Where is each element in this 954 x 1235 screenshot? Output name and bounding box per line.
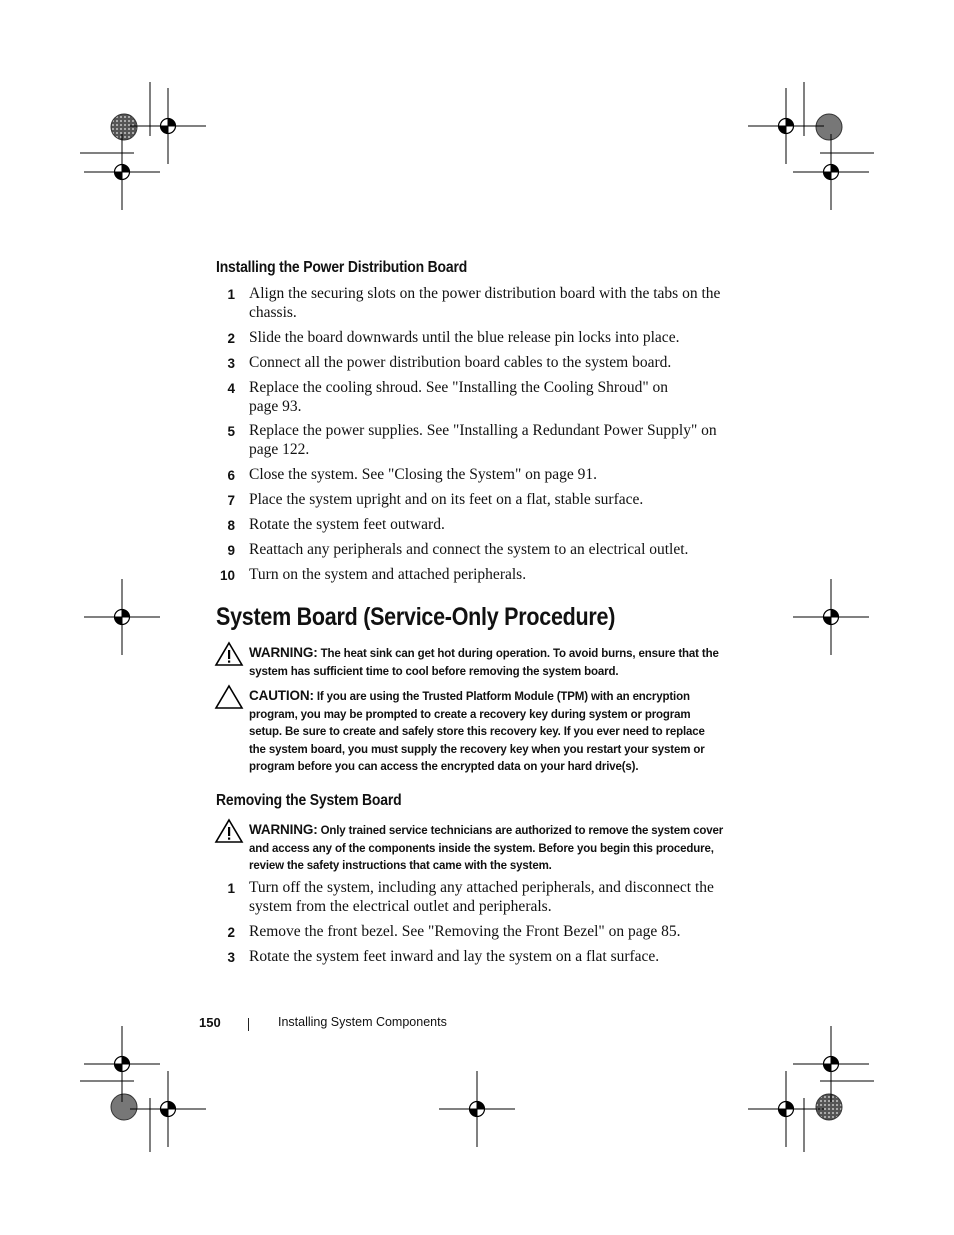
warning-icon [214, 641, 244, 667]
caution-icon [214, 684, 244, 710]
step-number: 7 [227, 493, 235, 508]
page-number: 150 [199, 1015, 221, 1030]
warning-body: Only trained service technicians are authorized to remove the system cover and access any of the components inside the system. Before you begin this procedure, review the safety instructions that came with the system. [249, 825, 724, 872]
warning-label: WARNING: [249, 645, 318, 660]
footer-divider [248, 1018, 249, 1031]
step-text: Place the system upright and on its feet on a flat, stable surface. [249, 491, 644, 508]
section-heading-installing-pdb: Installing the Power Distribution Board [216, 259, 468, 276]
step-number: 9 [227, 543, 235, 558]
step-number: 2 [227, 925, 235, 940]
step-number: 6 [227, 468, 235, 483]
step-text: Remove the front bezel. See "Removing the Front Bezel" on page 85. [249, 923, 681, 940]
section-heading-removing-system-board: Removing the System Board [216, 792, 402, 809]
caution-body: If you are using the Trusted Platform Module (TPM) with an encryption program, you may be prompted to create a recovery key during system or program setup. Be sure to create and safely store this recovery key. If you ever need to replace the system board, you must supply the recovery key when you restart your system or program before you can access the encrypted data on your hard drive(s). [249, 691, 705, 773]
footer-section-title: Installing System Components [278, 1015, 447, 1029]
step-number: 5 [227, 424, 235, 439]
step-number: 1 [227, 287, 235, 302]
warning-label: WARNING: [249, 822, 318, 837]
step-number: 2 [227, 331, 235, 346]
warning-text [249, 821, 724, 876]
step-text: Slide the board downwards until the blue release pin locks into place. [249, 329, 680, 346]
caution-text [249, 687, 724, 777]
warning-body: The heat sink can get hot during operation. To avoid burns, ensure that the system has sufficient time to cool before removing the system board. [249, 648, 719, 678]
step-text: Rotate the system feet inward and lay the system on a flat surface. [249, 948, 660, 965]
page-title: System Board (Service-Only Procedure) [216, 603, 616, 631]
step-text: Replace the cooling shroud. See "Installing the Cooling Shroud" on page 93. [249, 379, 669, 415]
step-text: Replace the power supplies. See "Installing a Redundant Power Supply" on page 122. [249, 422, 717, 458]
warning-icon [214, 818, 244, 844]
step-text: Reattach any peripherals and connect the system to an electrical outlet. [249, 541, 689, 558]
step-text: Close the system. See "Closing the System" on page 91. [249, 466, 598, 483]
step-text: Turn off the system, including any attached peripherals, and disconnect the system from the electrical outlet and peripherals. [249, 879, 714, 915]
warning-text [249, 644, 724, 681]
step-number: 3 [227, 950, 235, 965]
step-number: 3 [227, 356, 235, 371]
step-text: Rotate the system feet outward. [249, 516, 445, 533]
step-text: Turn on the system and attached peripherals. [249, 566, 527, 583]
step-number: 8 [227, 518, 235, 533]
step-number: 1 [227, 881, 235, 896]
step-text: Connect all the power distribution board cables to the system board. [249, 354, 672, 371]
caution-label: CAUTION: [249, 688, 314, 703]
step-number: 10 [219, 568, 235, 583]
step-number: 4 [227, 381, 235, 396]
step-text: Align the securing slots on the power distribution board with the tabs on the chassis. [249, 285, 721, 321]
